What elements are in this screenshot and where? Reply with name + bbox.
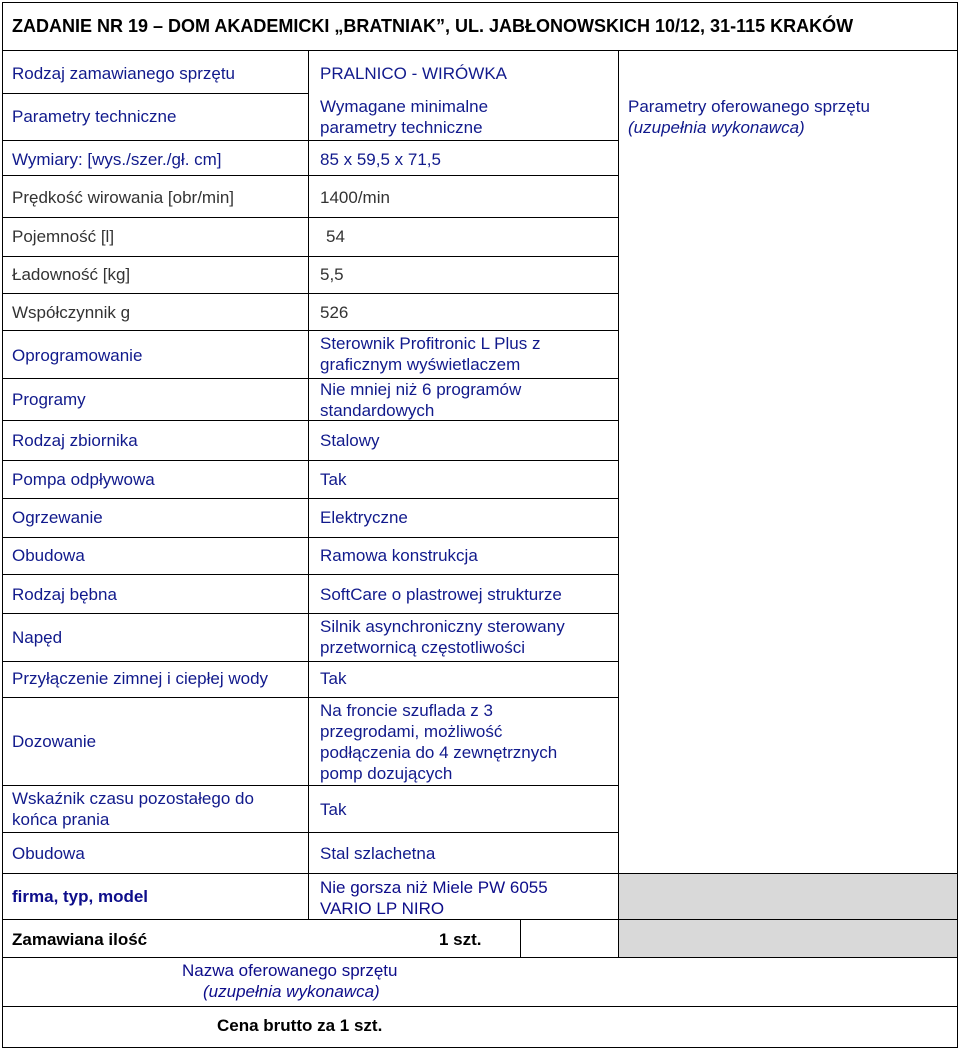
column-divider xyxy=(520,919,521,957)
row-value: standardowych xyxy=(320,401,435,420)
row-label: Rodzaj bębna xyxy=(12,585,117,604)
row-value: przetwornicą częstotliwości xyxy=(320,638,526,657)
row-label: Przyłączenie zimnej i ciepłej wody xyxy=(12,669,269,688)
column-divider xyxy=(308,50,309,919)
row-divider xyxy=(2,957,958,958)
row-label: Obudowa xyxy=(12,546,85,565)
row-value: Elektryczne xyxy=(320,508,408,527)
row-label: Oprogramowanie xyxy=(12,346,143,365)
row-label: Wskaźnik czasu pozostałego do xyxy=(12,789,254,808)
row-label: Obudowa xyxy=(12,844,85,863)
required-header: Wymagane minimalne xyxy=(320,97,489,116)
row-divider xyxy=(2,785,618,786)
offered-header-note: (uzupełnia wykonawca) xyxy=(628,118,805,137)
row-label: Rodzaj zbiornika xyxy=(12,431,138,450)
row-divider xyxy=(2,460,618,461)
row-label: Współczynnik g xyxy=(12,303,131,322)
row-label: Ogrzewanie xyxy=(12,508,103,527)
row-label: końca prania xyxy=(12,810,110,829)
row-value: 1400/min xyxy=(320,188,390,207)
row-value: przegrodami, możliwość xyxy=(320,722,503,741)
row-value: podłączenia do 4 zewnętrznych xyxy=(320,743,558,762)
equipment-type-value: PRALNICO - WIRÓWKA xyxy=(320,64,508,83)
row-value: Nie mniej niż 6 programów xyxy=(320,380,522,399)
row-value: graficznym wyświetlaczem xyxy=(320,355,521,374)
params-label: Parametry techniczne xyxy=(12,107,177,126)
row-divider xyxy=(2,378,618,379)
row-divider xyxy=(2,293,618,294)
model-value: Nie gorsza niż Miele PW 6055 xyxy=(320,878,548,897)
row-divider xyxy=(2,537,618,538)
offered-header: Parametry oferowanego sprzętu xyxy=(628,97,870,116)
offered-name-note: (uzupełnia wykonawca) xyxy=(203,982,380,1001)
row-value: 54 xyxy=(326,227,345,246)
column-divider xyxy=(618,50,619,957)
required-header: parametry techniczne xyxy=(320,118,483,137)
row-value: Stalowy xyxy=(320,431,380,450)
quantity-offered-cell xyxy=(619,920,957,957)
row-value: Ramowa konstrukcja xyxy=(320,546,478,565)
quantity-value: 1 szt. xyxy=(439,930,482,949)
row-divider xyxy=(2,140,618,141)
row-divider xyxy=(2,613,618,614)
row-value: SoftCare o plastrowej strukturze xyxy=(320,585,562,604)
row-divider xyxy=(2,697,618,698)
row-value: Stal szlachetna xyxy=(320,844,436,863)
row-label: Ładowność [kg] xyxy=(12,265,131,284)
row-divider xyxy=(2,420,618,421)
row-value: 85 x 59,5 x 71,5 xyxy=(320,150,441,169)
row-label: Napęd xyxy=(12,628,63,647)
row-value: 526 xyxy=(320,303,349,322)
offered-name-label: Nazwa oferowanego sprzętu xyxy=(182,961,398,980)
row-divider xyxy=(2,330,618,331)
row-label: Programy xyxy=(12,390,86,409)
row-divider xyxy=(2,217,618,218)
row-value: Tak xyxy=(320,669,347,688)
quantity-label: Zamawiana ilość xyxy=(12,930,148,949)
row-value: Tak xyxy=(320,470,347,489)
row-label: Wymiary: [wys./szer./gł. cm] xyxy=(12,150,222,169)
title-divider xyxy=(2,50,958,51)
row-divider xyxy=(2,832,618,833)
row-divider xyxy=(2,256,618,257)
row-divider xyxy=(2,574,618,575)
row-divider xyxy=(2,498,618,499)
row-label: Pompa odpływowa xyxy=(12,470,155,489)
model-value: VARIO LP NIRO xyxy=(320,899,445,918)
row-divider xyxy=(2,1006,958,1007)
row-label: Pojemność [l] xyxy=(12,227,115,246)
row-divider xyxy=(2,175,618,176)
row-label: Prędkość wirowania [obr/min] xyxy=(12,188,235,207)
price-label: Cena brutto za 1 szt. xyxy=(217,1016,383,1035)
row-value: Sterownik Profitronic L Plus z xyxy=(320,334,541,353)
row-value: Tak xyxy=(320,800,347,819)
equipment-type-label: Rodzaj zamawianego sprzętu xyxy=(12,64,236,83)
row-value: Na froncie szuflada z 3 xyxy=(320,701,493,720)
model-label: firma, typ, model xyxy=(12,887,149,906)
row-label: Dozowanie xyxy=(12,732,97,751)
row-value: 5,5 xyxy=(320,265,344,284)
page-title: ZADANIE NR 19 – DOM AKADEMICKI „BRATNIAK”, UL. JABŁONOWSKICH 10/12, 31-115 KRAKÓW xyxy=(12,16,854,36)
model-offered-cell xyxy=(619,874,957,919)
row-value: Silnik asynchroniczny sterowany xyxy=(320,617,565,636)
row-divider xyxy=(2,93,308,94)
row-value: pomp dozujących xyxy=(320,764,453,783)
row-divider xyxy=(2,661,618,662)
